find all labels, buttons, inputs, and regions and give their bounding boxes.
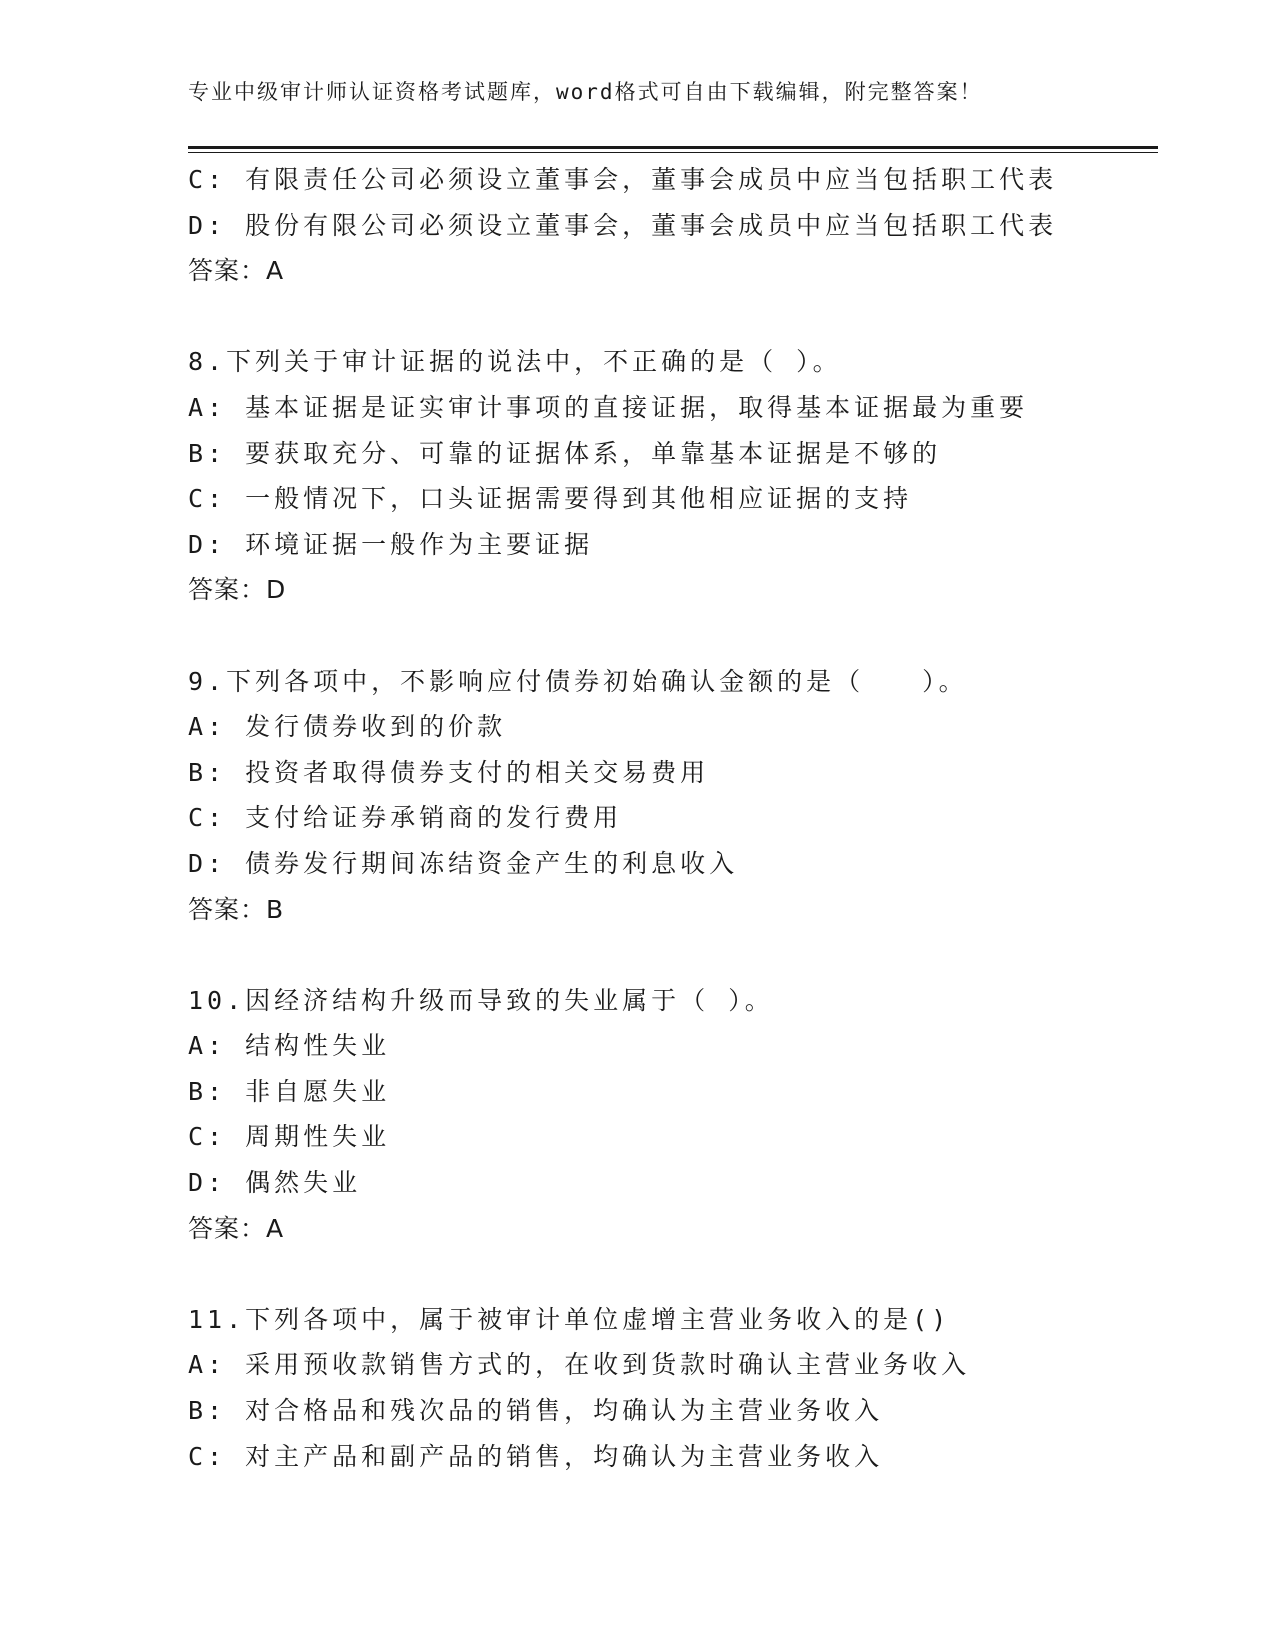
option-d: D: 债券发行期间冻结资金产生的利息收入 — [188, 848, 739, 878]
option-c: C: 周期性失业 — [188, 1122, 391, 1152]
option-a: A: 采用预收款销售方式的，在收到货款时确认主营业务收入 — [188, 1350, 971, 1380]
option-a: A: 发行债券收到的价款 — [188, 712, 507, 742]
question-content — [188, 157, 1168, 1479]
question-stem: 10.因经济结构升级而导致的失业属于（ ）。 — [188, 985, 774, 1015]
option-b: B: 对合格品和残次品的销售，均确认为主营业务收入 — [188, 1396, 884, 1426]
page-header: 专业中级审计师认证资格考试题库，word格式可自由下载编辑，附完整答案！ — [188, 80, 983, 104]
option-a: A: 基本证据是证实审计事项的直接证据，取得基本证据最为重要 — [188, 392, 1029, 422]
option-d: D: 偶然失业 — [188, 1168, 362, 1198]
option-d: D: 股份有限公司必须设立董事会，董事会成员中应当包括职工代表 — [188, 210, 1058, 240]
option-c: C: 有限责任公司必须设立董事会，董事会成员中应当包括职工代表 — [188, 165, 1058, 194]
answer-line: 答案：B — [188, 894, 285, 924]
option-b: B: 要获取充分、可靠的证据体系，单靠基本证据是不够的 — [188, 438, 942, 468]
header-rule-thick — [188, 146, 1158, 149]
question-stem: 8.下列关于审计证据的说法中，不正确的是（ ）。 — [188, 347, 842, 377]
option-a: A: 结构性失业 — [188, 1031, 391, 1061]
option-d: D: 环境证据一般作为主要证据 — [188, 529, 594, 559]
question-stem: 9.下列各项中，不影响应付债券初始确认金额的是（ ）。 — [188, 666, 968, 696]
header-rule-thin — [188, 152, 1158, 153]
option-b: B: 投资者取得债券支付的相关交易费用 — [188, 757, 710, 787]
question-9 — [188, 659, 1168, 933]
answer-line: 答案：A — [188, 1213, 285, 1243]
option-c: C: 对主产品和副产品的销售，均确认为主营业务收入 — [188, 1441, 884, 1471]
answer-line: 答案：D — [188, 575, 287, 605]
question-10 — [188, 978, 1168, 1252]
question-8 — [188, 339, 1168, 613]
answer-line: 答案：A — [188, 256, 285, 286]
question-7-tail — [188, 157, 1168, 294]
question-11 — [188, 1297, 1168, 1479]
option-c: C: 支付给证券承销商的发行费用 — [188, 803, 623, 833]
option-b: B: 非自愿失业 — [188, 1076, 391, 1106]
option-c: C: 一般情况下，口头证据需要得到其他相应证据的支持 — [188, 484, 913, 514]
question-stem: 11.下列各项中，属于被审计单位虚增主营业务收入的是() — [188, 1304, 951, 1334]
